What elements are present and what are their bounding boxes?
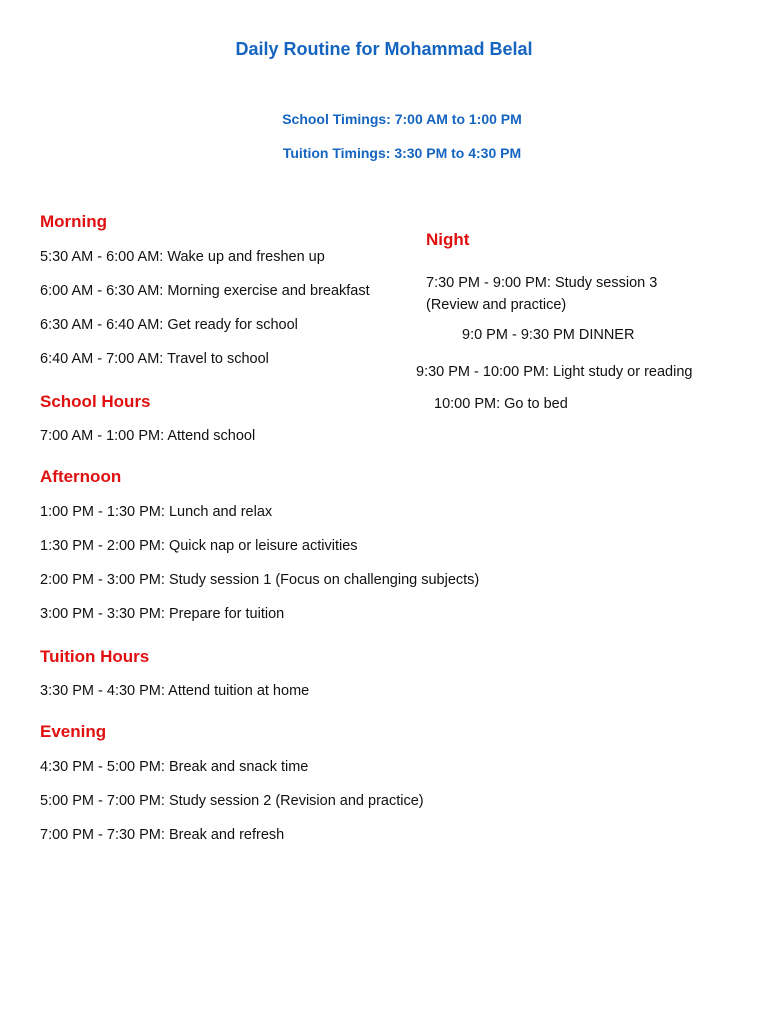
morning-item: 6:30 AM - 6:40 AM: Get ready for school <box>40 317 298 333</box>
afternoon-item: 1:00 PM - 1:30 PM: Lunch and relax <box>40 504 273 520</box>
night-item: 9:30 PM - 10:00 PM: Light study or reading <box>416 364 693 380</box>
school-timings: School Timings: 7:00 AM to 1:00 PM <box>282 111 522 127</box>
night-item: 7:30 PM - 9:00 PM: Study session 3 (Review and practice) <box>426 275 658 313</box>
afternoon-heading: Afternoon <box>40 467 122 486</box>
evening-heading: Evening <box>40 722 107 741</box>
morning-heading: Morning <box>40 212 108 231</box>
night-heading: Night <box>426 230 470 249</box>
morning-item: 6:00 AM - 6:30 AM: Morning exercise and breakfast <box>40 283 370 299</box>
afternoon-item: 3:00 PM - 3:30 PM: Prepare for tuition <box>40 606 285 622</box>
tuition-timings: Tuition Timings: 3:30 PM to 4:30 PM <box>282 145 522 161</box>
school-hours-item: 7:00 AM - 1:00 PM: Attend school <box>40 428 256 444</box>
morning-item: 6:40 AM - 7:00 AM: Travel to school <box>40 351 269 367</box>
night-item: 10:00 PM: Go to bed <box>434 396 568 412</box>
morning-item: 5:30 AM - 6:00 AM: Wake up and freshen up <box>40 249 325 265</box>
night-item: 9:0 PM - 9:30 PM DINNER <box>462 327 635 343</box>
evening-item: 7:00 PM - 7:30 PM: Break and refresh <box>40 827 285 843</box>
evening-item: 5:00 PM - 7:00 PM: Study session 2 (Revision and practice) <box>40 793 424 809</box>
tuition-hours-heading: Tuition Hours <box>40 647 150 666</box>
page-title: Daily Routine for Mohammad Belal <box>235 39 533 59</box>
tuition-hours-item: 3:30 PM - 4:30 PM: Attend tuition at home <box>40 683 310 699</box>
afternoon-item: 2:00 PM - 3:00 PM: Study session 1 (Focus on challenging subjects) <box>40 572 480 588</box>
school-hours-heading: School Hours <box>40 392 151 411</box>
afternoon-item: 1:30 PM - 2:00 PM: Quick nap or leisure activities <box>40 538 358 554</box>
evening-item: 4:30 PM - 5:00 PM: Break and snack time <box>40 759 309 775</box>
